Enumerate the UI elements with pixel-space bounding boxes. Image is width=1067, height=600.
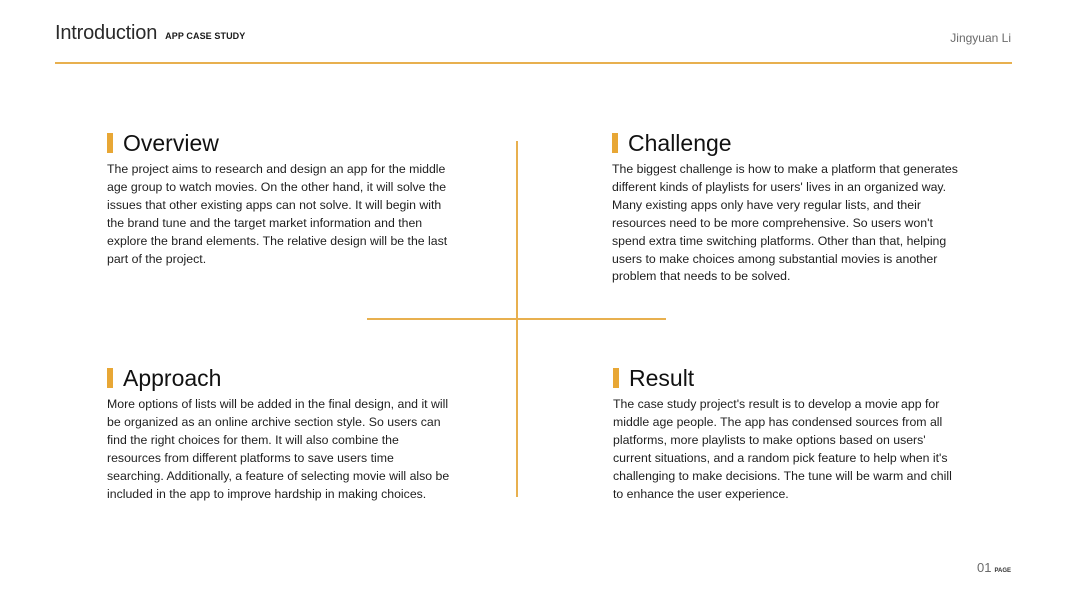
page-number-value: 01 <box>976 560 992 575</box>
overview-body: The project aims to research and design an app for the middle age group to watch movies. On the other hand, it will solve the issues that other existing apps can not solve. It will begin with the brand tune and the target market information and then explore the brand elements. The relative design will be the last part of the project. <box>107 162 448 266</box>
page-number <box>977 560 1011 575</box>
page-number-label: PAGE <box>994 568 1011 574</box>
approach-heading <box>107 365 452 391</box>
result-heading-text: Result <box>629 365 695 391</box>
result-heading <box>613 365 958 391</box>
page-title: Introduction <box>55 22 158 44</box>
challenge-body: The biggest challenge is how to make a platform that generates different kinds of playlists for users' lives in an organized way. Many existing apps only have very regular lists, and their resources need to be more comprehensive. So users won't spend extra time switching platforms. Other than that, helping users to make choices among substantial movies is another problem that needs to be solved. <box>612 162 958 284</box>
result-section <box>613 365 958 503</box>
overview-section <box>107 130 452 268</box>
approach-body: More options of lists will be added in the final design, and it will be organized as an online archive section style. So users can find the right choices for them. It will also combine the resources from different platforms to save users time searching. Additionally, a feature of selecting movie will also be included in the app to improve hardship in making choices. <box>107 397 450 501</box>
result-body: The case study project's result is to develop a movie app for middle age people. The app has condensed sources from all platforms, more playlists to make options based on users' current situations, and a random pick feature to help when it's challenging to make decisions. The tune will be warm and chill to enhance the user experience. <box>613 397 952 501</box>
page-subtitle: APP CASE STUDY <box>165 31 246 41</box>
overview-heading <box>107 130 452 156</box>
heading-accent-bar <box>107 133 113 153</box>
challenge-section <box>612 130 962 286</box>
heading-accent-bar <box>613 368 619 388</box>
heading-accent-bar <box>612 133 618 153</box>
challenge-heading <box>612 130 962 156</box>
page-header <box>55 22 245 45</box>
overview-heading-text: Overview <box>123 130 219 156</box>
author-name: Jingyuan Li <box>950 31 1011 45</box>
heading-accent-bar <box>107 368 113 388</box>
header-divider <box>55 62 1012 64</box>
horizontal-divider <box>367 318 666 320</box>
approach-section <box>107 365 452 503</box>
approach-heading-text: Approach <box>123 365 222 391</box>
challenge-heading-text: Challenge <box>628 130 732 156</box>
